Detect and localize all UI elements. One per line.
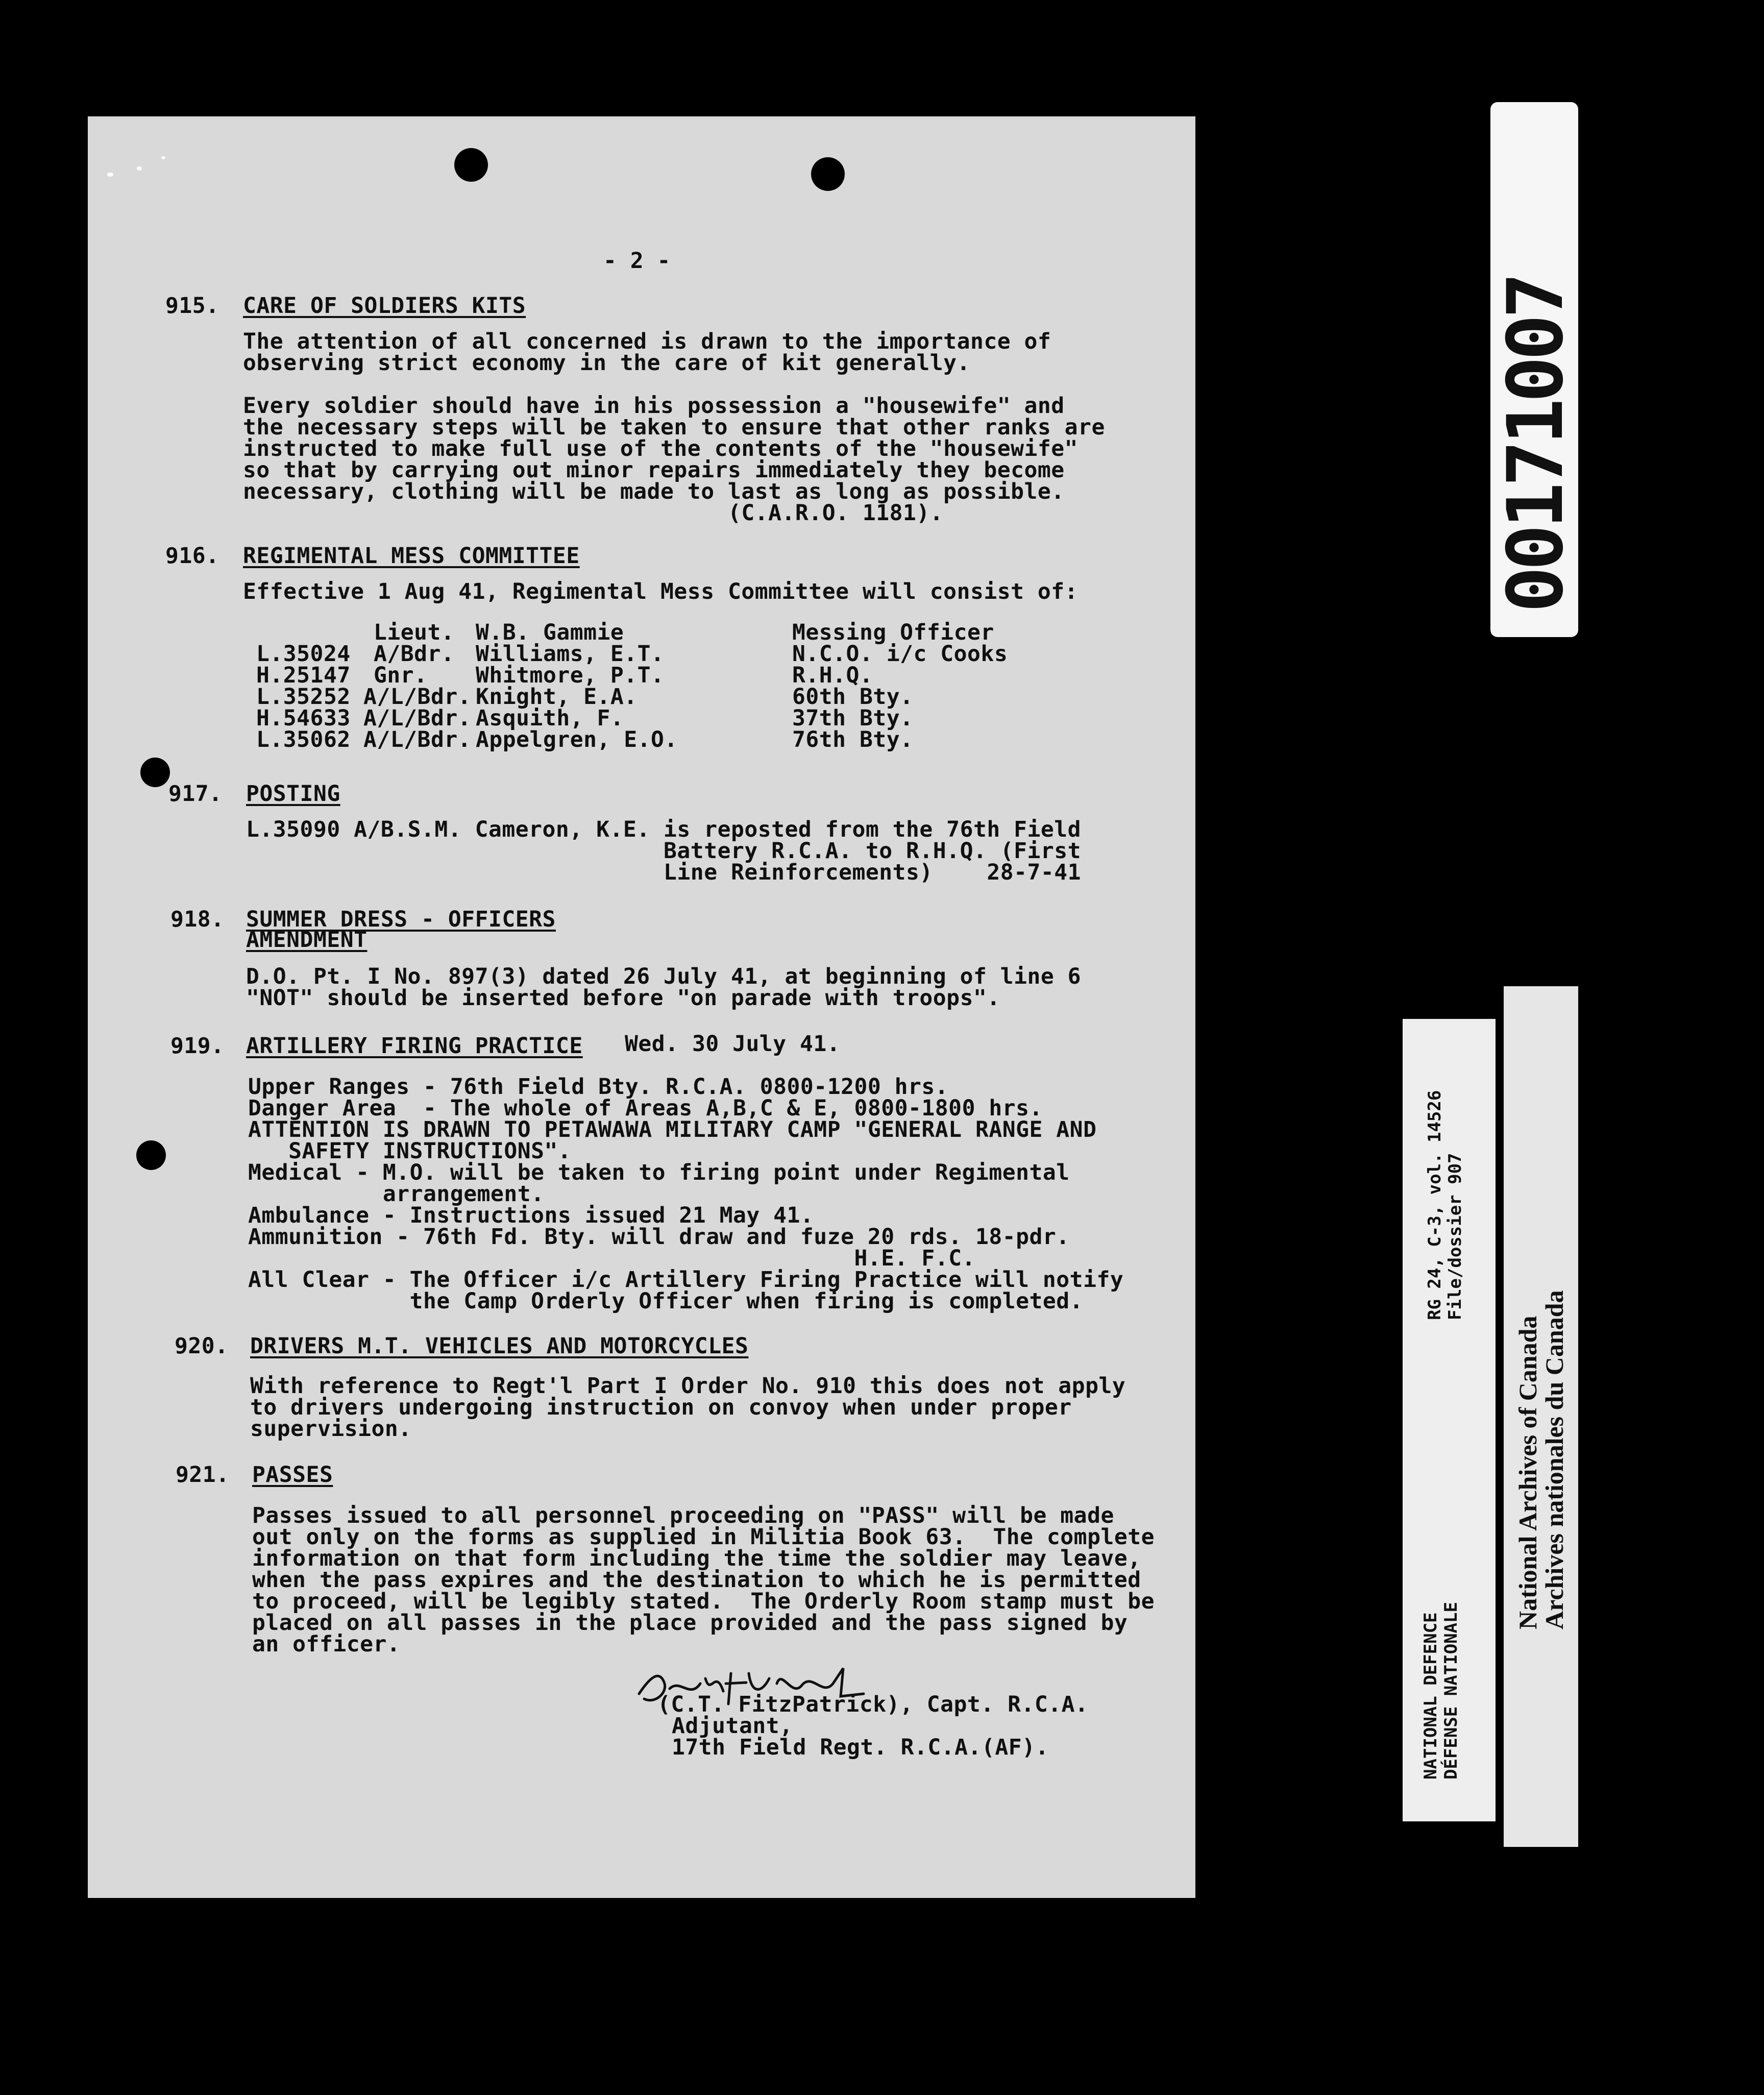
section-number: 917. bbox=[168, 781, 223, 807]
archives-en: National Archives of Canada bbox=[1513, 1316, 1542, 1629]
section-title: POSTING bbox=[246, 781, 340, 807]
archives-canada-stamp bbox=[1504, 986, 1578, 1847]
document-page: - 2 - 915. CARE OF SOLDIERS KITS The attention of all concerned is drawn to the importance of observing strict economy in the care of kit generally. Every soldier should have in his possession a "housewife" and the necessary steps will be taken to ensure that other ranks are instructed to make full use of the contents of the "housewife" so that by carrying out minor repairs immediately they become necessary, clothing will be made to last as long as possible. (C.A.R.O. 1181). 916. REGIMENTAL MESS COMMITTEE Effective 1 Aug 41, Regimental Mess Committee will consist of: Lieut. W.B. Gammie Messing Officer L.35024 A/Bdr. Williams, E.T. N.C.O. i/c Cooks H.25147 Gnr. Whitmore, P.T. R.H.Q. L.35252 A/L/Bdr. Knight, E.A. 60th Bty. H.54633 A/L/Bdr. Asquith, F. 37th Bty. L.35062 A/L/Bdr. Appelgren, E.O. 76th Bty. 917. POSTING L.35090 A/B.S.M. Cameron, K.E. is reposted from the 76th Field Battery R.C.A. to R.H.Q. (First Line Reinforcements) 28-7-41 918. SUMMER DRESS - OFFICERS AMENDMENT D.O. Pt. I No. 897(3) dated 26 July 41, at beginning of line 6 "NOT" should be inserted before "on parade with troops". 919. ARTILLERY FIRING PRACTICE Wed. 30 July 41. Upper Ranges - 76th Field Bty. R.C.A. 0800-1200 hrs. Danger Area - The whole of Areas A,B,C & E, 0800-1800 hrs. ATTENTION IS DRAWN TO PETAWAWA MILITARY CAMP "GENERAL RANGE AND SAFETY INSTRUCTIONS". Medical - M.O. will be taken to firing point under Regimental arrangement. Ambulance - Instructions issued 21 May 41. Ammunition - 76th Fd. Bty. will draw and fuze 20 rds. 18-pdr. H.E. F.C. All Clear - The Officer i/c Artillery Firing Practice will notify the Camp Orderly Officer when firing is completed. 920. DRIVERS M.T. VEHICLES AND MOTORCYCLES With reference to Regt'l Part I Order No. 910 this does not apply to drivers undergoing instruction on convoy when under proper supervision. 921. PASSES Passes issued to all personnel proceeding on "PASS" will be made out only on the forms as supplied in Militia Book 63. The complete information on that form including the time the soldier may leave, when the pass expires and the destination to which he is permitted to proceed, will be legibly stated. The Orderly Room stamp must be placed on all passes in the place provided and the pass signed by an officer. (C.T. FitzPatrick), Capt. R.C.A. Adjutant, 17th Field Regt. R.C.A.(AF). bbox=[88, 116, 1195, 1898]
punch-hole-right bbox=[811, 157, 845, 191]
department-en: NATIONAL DEFENCE bbox=[1420, 1612, 1441, 1780]
archive-ref-line1: RG 24, C-3, vol. 14526 bbox=[1425, 1090, 1445, 1320]
signatory-name: (C.T. FitzPatrick), Capt. R.C.A. bbox=[657, 1692, 1089, 1717]
section-date: Wed. 30 July 41. bbox=[625, 1031, 841, 1057]
section-title: PASSES bbox=[252, 1462, 333, 1488]
section-number: 915. bbox=[165, 293, 219, 319]
scan-speck bbox=[161, 156, 165, 159]
section-number: 921. bbox=[176, 1462, 230, 1488]
signatory-title: Adjutant, bbox=[672, 1713, 793, 1739]
frame-number-tab bbox=[1490, 102, 1578, 637]
section-number: 918. bbox=[170, 907, 225, 932]
section-title: DRIVERS M.T. VEHICLES AND MOTORCYCLES bbox=[250, 1333, 749, 1359]
section-number: 919. bbox=[170, 1033, 225, 1059]
section-title: REGIMENTAL MESS COMMITTEE bbox=[243, 543, 580, 569]
frame-number: 00171007 bbox=[1491, 276, 1580, 613]
archive-reference-stamp bbox=[1403, 1019, 1496, 1821]
section-subtitle: AMENDMENT bbox=[246, 927, 368, 953]
page-number: - 2 - bbox=[603, 248, 671, 274]
scan-speck bbox=[137, 166, 142, 170]
archives-fr: Archives nationales du Canada bbox=[1540, 1290, 1569, 1629]
scan-speck bbox=[107, 173, 113, 177]
section-intro: Effective 1 Aug 41, Regimental Mess Committee will consist of: bbox=[243, 579, 1079, 604]
punch-hole-margin-2 bbox=[136, 1140, 166, 1170]
section-number: 920. bbox=[175, 1333, 229, 1359]
section-title: SUMMER DRESS - OFFICERS bbox=[246, 907, 556, 932]
punch-hole-margin-1 bbox=[140, 758, 170, 787]
archive-ref-line2: File/dossier 907 bbox=[1445, 1153, 1465, 1320]
signatory-unit: 17th Field Regt. R.C.A.(AF). bbox=[672, 1735, 1049, 1760]
department-fr: DÉFENSE NATIONALE bbox=[1441, 1602, 1461, 1780]
section-title: CARE OF SOLDIERS KITS bbox=[243, 293, 526, 319]
section-title: ARTILLERY FIRING PRACTICE bbox=[246, 1033, 583, 1059]
section-number: 916. bbox=[165, 543, 219, 569]
punch-hole-left bbox=[454, 148, 488, 182]
